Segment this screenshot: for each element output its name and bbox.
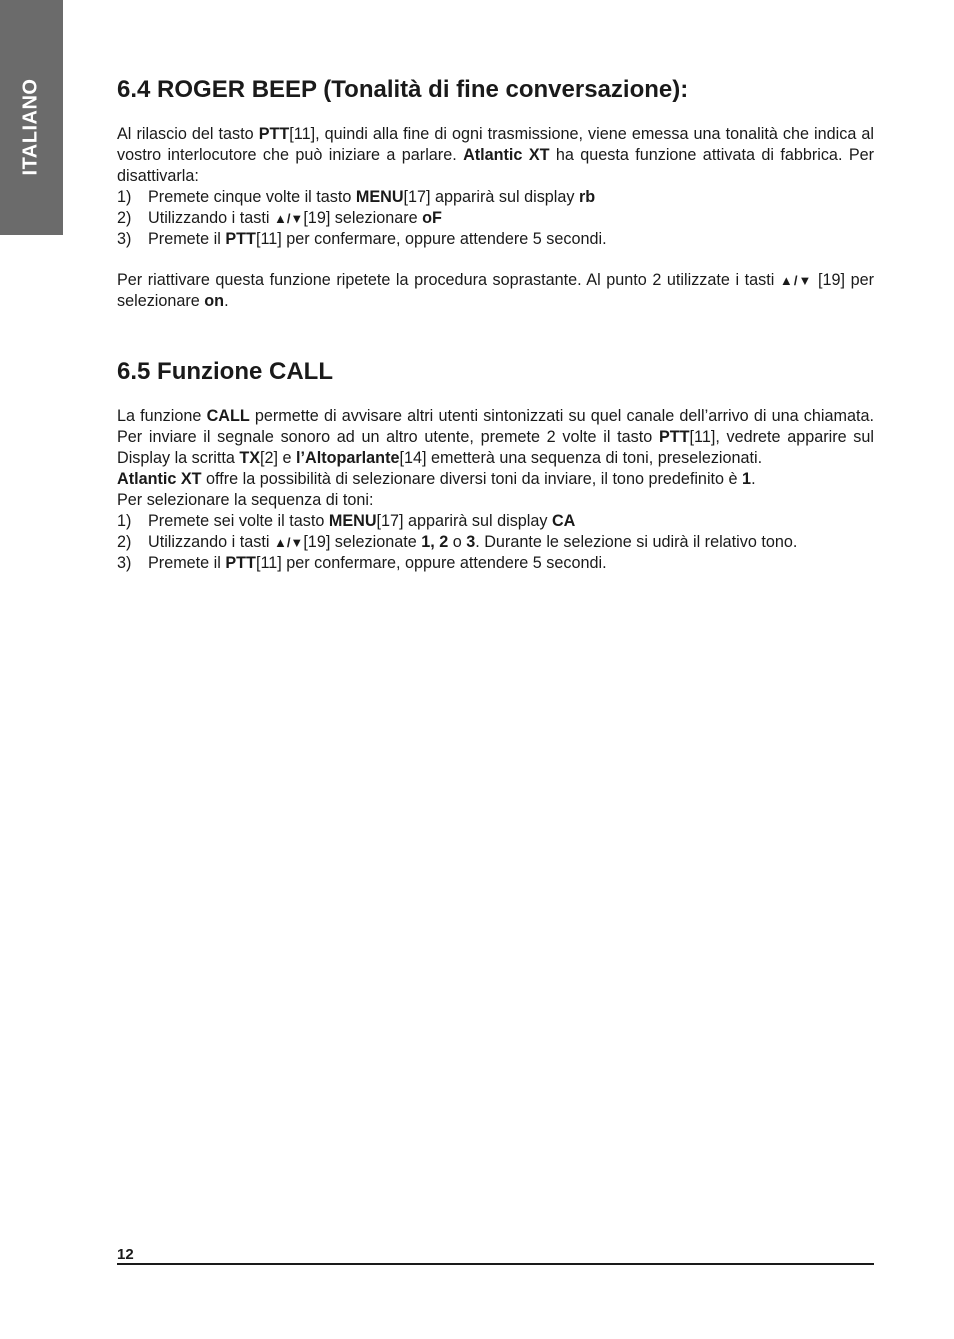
call-select-intro: Per selezionare la sequenza di toni: [117,491,374,509]
section-title-call: 6.5 Funzione CALL [117,358,333,385]
up-down-arrows-icon: ▲/▼ [273,211,304,226]
list-item: 3) Premete il PTT[11] per confermare, oppure attendere 5 secondi. [117,230,607,248]
list-item: 2) Utilizzando i tasti ▲/▼[19] selezionare oF [117,209,442,227]
call-intro: La funzione CALL permette di avvisare altri utenti sintonizzati su quel canale dell’arrivo di una chiamata. Per inviare il segnale sonoro ad un altro utente, premete 2 volte il tasto PTT[11], vedrete apparire sul Display la scritta TX[2] e l’Altoparlante[14] emetterà una sequenza di toni, preselezionati. [117,407,874,467]
call-body [117,406,874,574]
list-item: 2) Utilizzando i tasti ▲/▼[19] selezionate 1, 2 o 3. Durante le selezione si udirà il relativo tono. [117,533,798,551]
footer-divider [117,1263,874,1265]
roger-beep-body [117,124,874,250]
list-item: 3) Premete il PTT[11] per confermare, oppure attendere 5 secondi. [117,554,607,572]
list-item: 1) Premete sei volte il tasto MENU[17] apparirà sul display CA [117,512,576,530]
page-number: 12 [117,1246,134,1263]
section-title-roger-beep: 6.4 ROGER BEEP (Tonalità di fine conversazione): [117,76,689,103]
call-default-tone: Atlantic XT offre la possibilità di selezionare diversi toni da inviare, il tono predefinito è 1. [117,470,756,488]
roger-beep-intro: Al rilascio del tasto PTT[11], quindi alla fine di ogni trasmissione, viene emessa una tonalità che indica al vostro interlocutore che può iniziare a parlare. Atlantic XT ha questa funzione attivata di fabbrica. Per disattivarla: [117,125,875,185]
up-down-arrows-icon: ▲/▼ [779,273,813,288]
language-label: ITALIANO [19,78,42,176]
roger-beep-steps [117,187,874,250]
up-down-arrows-icon: ▲/▼ [273,535,304,550]
language-side-tab [0,0,63,235]
roger-beep-reactivate: Per riattivare questa funzione ripetete la procedura soprastante. Al punto 2 utilizzate i tasti ▲/▼ [19] per selezionare on. [117,271,874,310]
call-steps [117,511,874,574]
list-item: 1) Premete cinque volte il tasto MENU[17] apparirà sul display rb [117,188,596,206]
